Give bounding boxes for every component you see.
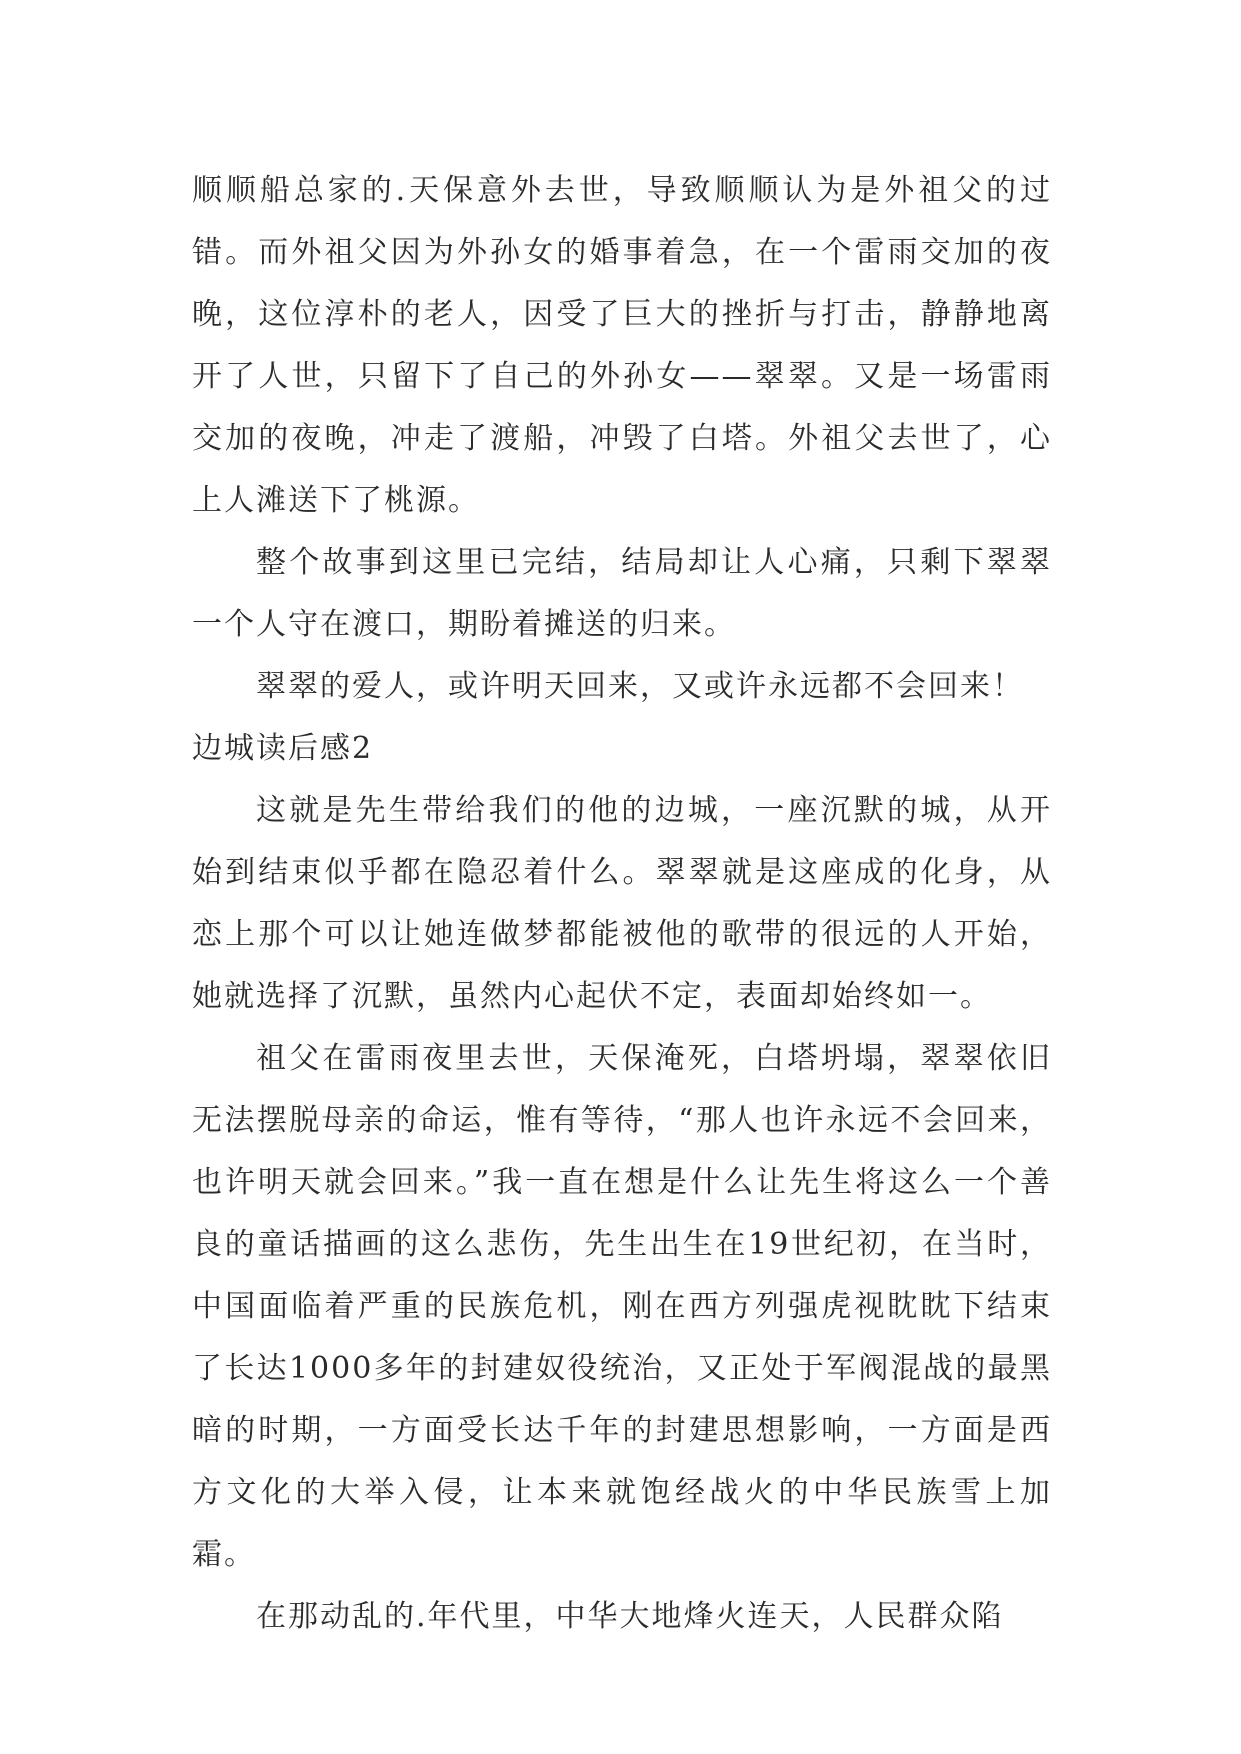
paragraph: 在那动乱的.年代里，中华大地烽火连天，人民群众陷 — [256, 1599, 1004, 1634]
paragraph-continued: 顺顺船总家的.天保意外去世，导致顺顺认为是外祖父的过错。而外祖父因为外孙女的婚事着急，在一个雷雨交加的夜晚，这位淳朴的老人，因受了巨大的挫折与打击，静静地离开了人世，只留下了自己的外孙女——翠翠。又是一场雷雨交加的夜晚，冲走了渡船，冲毁了白塔。外祖父去世了，心上人滩送下了桃源。 — [192, 173, 1052, 518]
paragraph: 祖父在雷雨夜里去世，天保淹死，白塔坍塌，翠翠依旧无法摆脱母亲的命运，惟有等待，“那人也许永远不会回来，也许明天就会回来。”我一直在想是什么让先生将这么一个善良的童话描画的这么悲伤，先生出生在19世纪初，在当时，中国面临着严重的民族危机，刚在西方列强虎视眈眈下结束了长达1000多年的封建奴役统治，又正处于军阀混战的最黑暗的时期，一方面受长达千年的封建思想影响，一方面是西方文化的大举入侵，让本来就饱经战火的中华民族雪上加霜。 — [192, 1041, 1052, 1572]
paragraph: 翠翠的爱人，或许明天回来，又或许永远都不会回来！ — [256, 669, 1024, 704]
paragraph: 整个故事到这里已完结，结局却让人心痛，只剩下翠翠一个人守在渡口，期盼着摊送的归来。 — [192, 545, 1052, 642]
paragraph: 这就是先生带给我们的他的边城，一座沉默的城，从开始到结束似乎都在隐忍着什么。翠翠就是这座成的化身，从恋上那个可以让她连做梦都能被他的歌带的很远的人开始，她就选择了沉默，虽然内心起伏不定，表面却始终如一。 — [192, 793, 1052, 1014]
section-heading: 边城读后感2 — [192, 731, 374, 766]
document-body — [192, 160, 1052, 1648]
